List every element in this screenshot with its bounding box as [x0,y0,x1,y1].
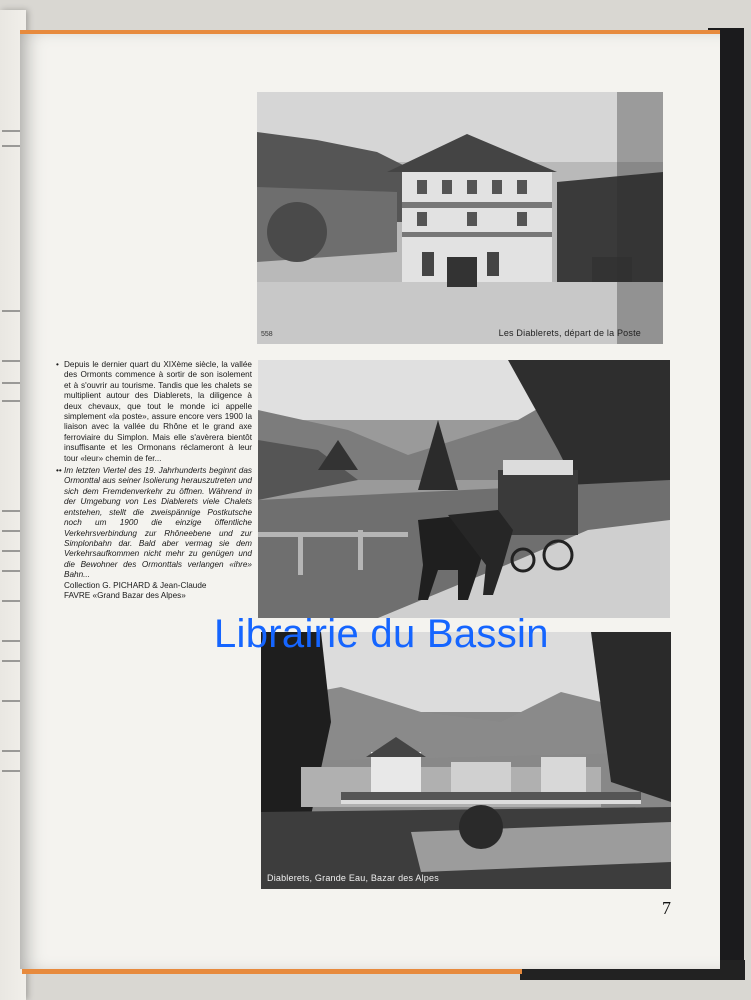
photo-post-departure [257,92,663,344]
german-paragraph [56,466,252,580]
bullet-marker: • [56,360,59,369]
bullet-marker: •• [56,466,62,476]
photo-stagecoach [258,360,670,618]
photo-grande-eau-bazar [261,632,671,889]
caption-text-block [56,360,252,601]
french-text: Depuis le dernier quart du XIXème siècle, la vallée des Ormonts commence à sortir de son isolement et à s'ouvrir au tourisme. Tandis que les chalets se multiplient autour des Diablerets, la diligence à deux chevaux, que tout le monde ici appelle simplement «la poste», assure encore vers 1900 la liaison avec la vallée du Rhône et le grand axe ferroviaire du Simplon. Mais elle s'avèrera bientôt insuffisante et les Ormonans réclameront à leur tour «leur» chemin de fer... [64,360,252,463]
photo-caption: Diablerets, Grande Eau, Bazar des Alpes [267,873,439,883]
french-paragraph [56,360,252,464]
photo-caption: Les Diablerets, départ de la Poste [498,328,641,338]
photo-credit-line1: Collection G. PICHARD & Jean-Claude [64,580,207,590]
page-number: 7 [662,898,671,918]
german-text: Im letzten Viertel des 19. Jahrhunderts beginnt das Ormonttal aus seiner Isolierung herauszutreten und sich dem Fremdenverkehr zu öffnen. Während in der Umgebung von Les Diablerets viele Chalets entstehen, stellt die zweispännige Postkutsche noch um 1900 die einzige öffentliche Verkehrsverbindung zur Rhôneebene und zur Simplonbahn dar. Bald aber vermag sie dem Verkehrsaufkommen nicht mehr zu genügen und die Bewohner des Ormonttals verlangen «ihre» Bahn... [64,466,252,580]
photo-number: 558 [261,331,273,338]
photo-credit-line2: FAVRE «Grand Bazar des Alpes» [64,590,186,600]
watermark: Librairie du Bassin [214,612,549,656]
